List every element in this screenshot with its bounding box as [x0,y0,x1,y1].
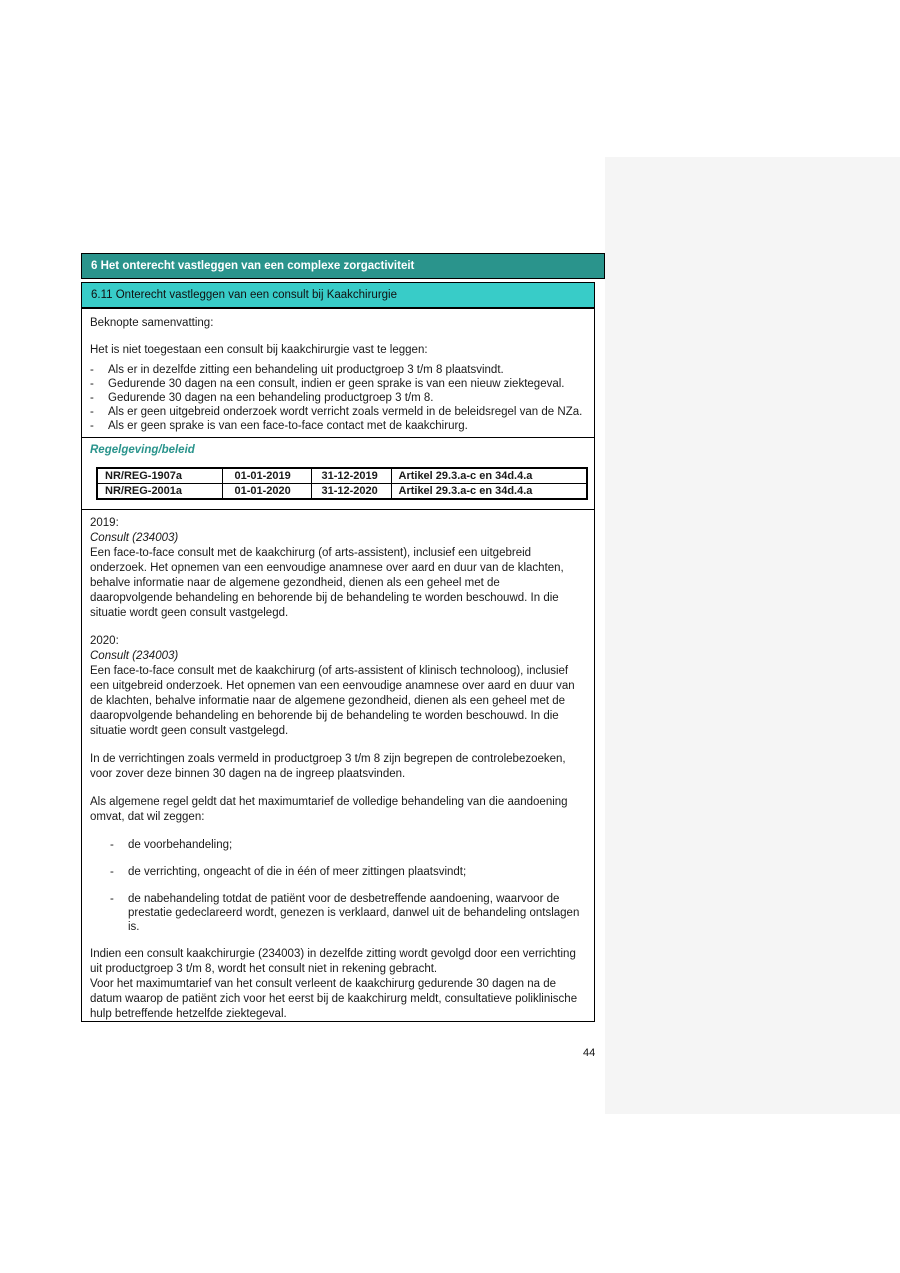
year-2019-body: Een face-to-face consult met de kaakchirurg (of arts-assistent), inclusief een uitgebreid onderzoek. Het opnemen van een eenvoudige anamnese over aard en duur van de klachten, behalve informatie naar de algemene gezondheid, dienen als een geheel met de daaropvolgende behandeling en behorende bij de behandeling te worden beschouwd. In die situatie wordt geen consult vastgelegd. [90,547,564,619]
list-item [90,419,584,433]
subsection-header-title: 6.11 Onterecht vastleggen van een consult bij Kaakchirurgie [91,288,398,301]
year-2020-block [90,634,584,739]
content-box [81,308,595,1022]
dash-marker: - [90,378,94,390]
subsection-header-band [81,282,595,308]
dash-marker: - [90,364,94,376]
dash-marker: - [110,866,114,878]
table-cell-regulation-code: NR/REG-2001a [97,484,222,500]
list-item-text: Als er in dezelfde zitting een behandeling uit productgroep 3 t/m 8 plaatsvindt. [108,364,504,376]
table-cell-regulation-code: NR/REG-1907a [97,468,222,484]
regulation-label: Regelgeving/beleid [90,444,195,456]
summary-label: Beknopte samenvatting: [90,317,214,329]
list-item-text: Gedurende 30 dagen na een consult, indien er geen sprake is van een nieuw ziektegeval. [108,378,565,390]
list-item [90,405,584,419]
list-item [110,892,584,934]
table-cell-start-date: 01-01-2019 [222,468,311,484]
dash-marker: - [110,839,114,851]
year-2019-heading: 2019: [90,517,119,529]
side-panel-background [605,157,900,1114]
regulation-table [96,467,588,500]
table-row [97,468,587,484]
summary-intro: Het is niet toegestaan een consult bij kaakchirurgie vast te leggen: [90,344,428,356]
consult-subtitle: Consult (234003) [90,532,179,544]
list-item-text: de nabehandeling totdat de patiënt voor de desbetreffende aandoening, waarvoor de prestatie gedeclareerd wordt, genezen is verklaard, danwel uit de behandeling ontslagen is. [128,893,580,933]
list-item [90,377,584,391]
paragraph-algemene-regel: Als algemene regel geldt dat het maximumtarief de volledige behandeling van die aandoening omvat, dat wil zeggen: [90,796,568,823]
dash-marker: - [90,406,94,418]
list-item [90,363,584,377]
regulation-section [82,438,594,510]
summary-section [82,309,594,438]
table-cell-start-date: 01-01-2020 [222,484,311,500]
rule-sub-list [110,838,584,934]
list-item-text: de verrichting, ongeacht of die in één of meer zittingen plaatsvindt; [128,866,467,878]
dash-marker: - [90,420,94,432]
details-section [82,510,594,1022]
chapter-header-band [81,253,605,279]
closing-line-2: Voor het maximumtarief van het consult verleent de kaakchirurg gedurende 30 dagen na de datum waarop de patiënt zich voor het eerst bij de kaakchirurg meldt, consultatieve poliklinische hulp betreffende hetzelfde ziektegeval. [90,978,578,1020]
closing-line-1: Indien een consult kaakchirurgie (234003) in dezelfde zitting wordt gevolgd door een verrichting uit productgroep 3 t/m 8, wordt het consult niet in rekening gebracht. [90,948,576,975]
chapter-header-title: 6 Het onterecht vastleggen van een complexe zorgactiviteit [91,259,415,272]
closing-paragraph [90,947,584,1022]
table-cell-article: Artikel 29.3.a-c en 34d.4.a [391,484,587,500]
table-cell-end-date: 31-12-2020 [311,484,391,500]
list-item-text: Als er geen sprake is van een face-to-face contact met de kaakchirurg. [108,420,468,432]
table-cell-article: Artikel 29.3.a-c en 34d.4.a [391,468,587,484]
year-2019-block [90,516,584,621]
dash-marker: - [90,392,94,404]
summary-list [90,363,584,433]
list-item [90,391,584,405]
dash-marker: - [110,893,114,905]
list-item-text: Als er geen uitgebreid onderzoek wordt verricht zoals vermeld in de beleidsregel van de NZa. [108,406,583,418]
list-item [110,865,584,879]
year-2020-heading: 2020: [90,635,119,647]
page-number: 44 [583,1047,596,1059]
list-item-text: de voorbehandeling; [128,839,233,851]
table-cell-end-date: 31-12-2019 [311,468,391,484]
list-item-text: Gedurende 30 dagen na een behandeling productgroep 3 t/m 8. [108,392,434,404]
list-item [110,838,584,852]
consult-subtitle: Consult (234003) [90,650,179,662]
paragraph-verrichtingen: In de verrichtingen zoals vermeld in productgroep 3 t/m 8 zijn begrepen de controlebezoeken, voor zover deze binnen 30 dagen na de ingreep plaatsvinden. [90,753,566,780]
table-row [97,484,587,500]
year-2020-body: Een face-to-face consult met de kaakchirurg (of arts-assistent of klinisch technoloog), inclusief een uitgebreid onderzoek. Het opnemen van een eenvoudige anamnese over aard en duur van de klachten, behalve informatie naar de algemene gezondheid, dienen als een geheel met de daaropvolgende behandeling en behorende bij de behandeling te worden beschouwd. In die situatie wordt geen consult vastgelegd. [90,665,575,737]
